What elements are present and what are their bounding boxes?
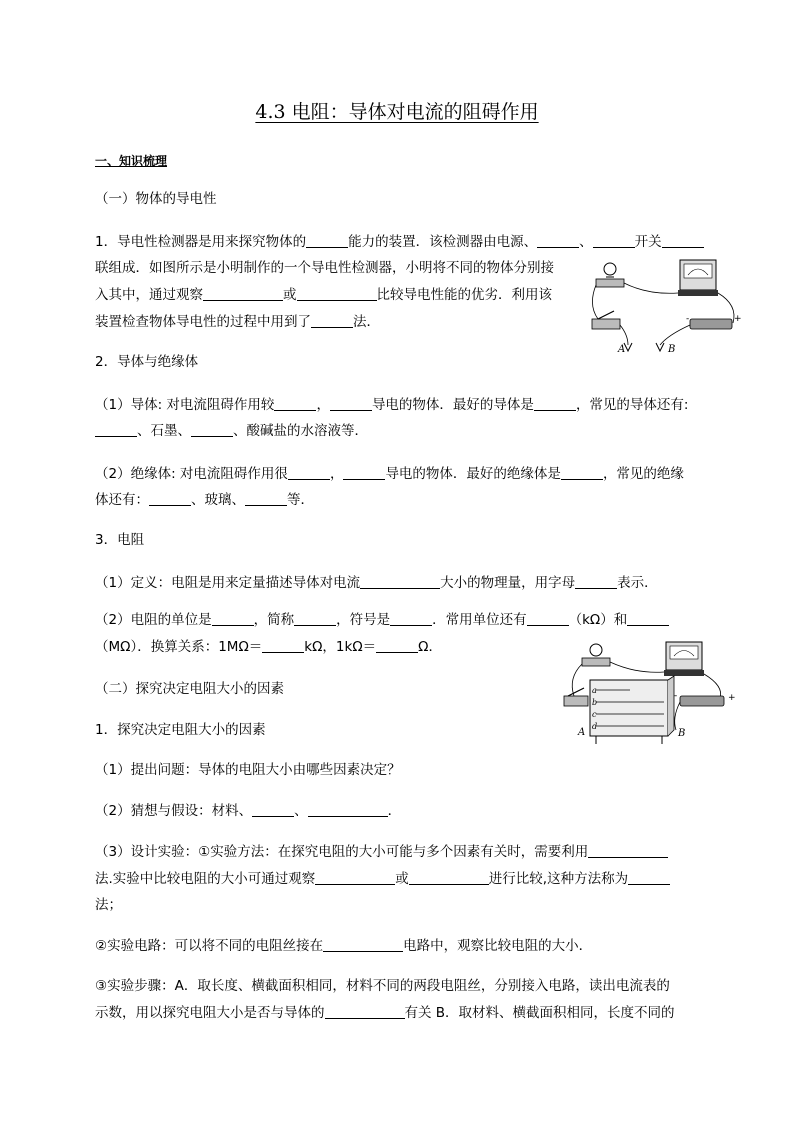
conductivity-tester-figure bbox=[588, 255, 748, 360]
blank[interactable] bbox=[95, 422, 137, 437]
q1-line3: 入其中，通过观察 或 比较导电性能的优劣．利用该 bbox=[95, 287, 552, 303]
blank[interactable] bbox=[306, 233, 348, 248]
blank[interactable] bbox=[323, 937, 403, 952]
blank[interactable] bbox=[262, 638, 304, 653]
page-title: 4.3 电阻：导体对电流的阻碍作用 bbox=[255, 101, 539, 123]
heading-conductor-insulator: 2．导体与绝缘体 bbox=[95, 354, 199, 370]
blank[interactable] bbox=[330, 396, 372, 411]
blank[interactable] bbox=[534, 396, 576, 411]
battery-icon bbox=[686, 314, 742, 329]
q1-line4: 装置检查物体导电性的过程中用到了 法． bbox=[95, 314, 380, 330]
blank[interactable] bbox=[294, 611, 336, 626]
heading-conductivity: （一）物体的导电性 bbox=[95, 191, 217, 207]
ammeter-icon bbox=[678, 260, 718, 296]
heading-explore: 1．探究决定电阻大小的因素 bbox=[95, 722, 266, 738]
steps-line2: 示数，用以探究电阻大小是否与导体的 有关 B．取材料、横截面积相同，长度不同的 bbox=[95, 1005, 675, 1021]
insulator-line2: 体还有： 、玻璃、 等． bbox=[95, 492, 314, 508]
blank[interactable] bbox=[297, 286, 377, 301]
blank[interactable] bbox=[308, 802, 388, 817]
blank[interactable] bbox=[274, 396, 316, 411]
bulb-icon bbox=[596, 263, 624, 287]
blank[interactable] bbox=[593, 233, 635, 248]
blank[interactable] bbox=[588, 843, 668, 858]
blank[interactable] bbox=[191, 422, 233, 437]
blank[interactable] bbox=[627, 611, 669, 626]
minus-label: - bbox=[674, 691, 678, 701]
clip-label-a: A bbox=[578, 727, 586, 738]
bulb-icon bbox=[582, 644, 610, 666]
blank[interactable] bbox=[575, 574, 617, 589]
clip-label-b: B bbox=[668, 344, 676, 355]
conductor-line1: （1）导体: 对电流阻碍作用较 ， 导电的物体．最好的导体是 ，常见的导体还有: bbox=[95, 397, 689, 413]
q1-line1: 1．导电性检测器是用来探究物体的 能力的装置．该检测器由电源、 、 开关 bbox=[95, 232, 704, 252]
blank[interactable] bbox=[390, 611, 432, 626]
blank[interactable] bbox=[527, 611, 569, 626]
circuit-line: ②实验电路：可以将不同的电阻丝接在 电路中，观察比较电阻的大小． bbox=[95, 938, 593, 954]
resistance-wire-board bbox=[590, 676, 674, 744]
design-line3: 法； bbox=[95, 897, 122, 913]
wire-label-b: b bbox=[592, 698, 598, 707]
design-line1: （3）设计实验：①实验方法：在探究电阻的大小可能与多个因素有关时，需要利用 bbox=[95, 842, 668, 862]
blank[interactable] bbox=[149, 491, 191, 506]
clip-label-a: A bbox=[618, 344, 626, 355]
switch-icon bbox=[592, 311, 620, 329]
blank[interactable] bbox=[325, 1004, 405, 1019]
plus-label: + bbox=[728, 693, 736, 703]
blank[interactable] bbox=[409, 870, 489, 885]
clip-label-b: B bbox=[678, 728, 686, 739]
unit-line2: （MΩ）．换算关系：1MΩ＝ kΩ，1kΩ＝ Ω． bbox=[95, 639, 442, 655]
blank[interactable] bbox=[662, 233, 704, 248]
design-line2: 法.实验中比较电阻的大小可通过观察 或 进行比较,这种方法称为 bbox=[95, 869, 670, 889]
steps-line1: ③实验步骤：A．取长度、横截面积相同，材料不同的两段电阻丝，分别接入电路，读出电流表的 bbox=[95, 978, 670, 994]
ammeter-icon bbox=[664, 642, 704, 676]
definition-line: （1）定义：电阻是用来定量描述导体对电流 大小的物理量，用字母 表示． bbox=[95, 575, 658, 591]
blank[interactable] bbox=[203, 286, 283, 301]
wire-label-d: d bbox=[592, 722, 598, 731]
wire-label-a: a bbox=[592, 686, 597, 695]
q1-line2: 联组成．如图所示是小明制作的一个导电性检测器，小明将不同的物体分别接 bbox=[95, 260, 554, 276]
question-line: （1）提出问题：导体的电阻大小由哪些因素决定？ bbox=[95, 762, 401, 778]
blank[interactable] bbox=[537, 233, 579, 248]
conductor-line2: 、石墨、 、酸碱盐的水溶液等． bbox=[95, 421, 368, 441]
blank[interactable] bbox=[343, 465, 385, 480]
switch-icon bbox=[564, 688, 588, 706]
minus-label: - bbox=[686, 314, 690, 324]
blank[interactable] bbox=[628, 870, 670, 885]
battery-icon bbox=[674, 691, 736, 706]
blank[interactable] bbox=[315, 870, 395, 885]
blank[interactable] bbox=[360, 574, 440, 589]
blank[interactable] bbox=[245, 491, 287, 506]
blank[interactable] bbox=[252, 802, 294, 817]
blank[interactable] bbox=[212, 611, 254, 626]
blank[interactable] bbox=[311, 313, 353, 328]
blank[interactable] bbox=[376, 638, 418, 653]
insulator-line1: （2）绝缘体: 对电流阻碍作用很 ， 导电的物体．最好的绝缘体是 ，常见的绝缘 bbox=[95, 466, 684, 482]
blank[interactable] bbox=[561, 465, 603, 480]
plus-label: + bbox=[734, 314, 742, 324]
wire-label-c: c bbox=[592, 710, 597, 719]
unit-line1: （2）电阻的单位是 ，简称 ，符号是 ．常用单位还有 （kΩ）和 bbox=[95, 610, 669, 630]
resistance-board-figure bbox=[556, 638, 752, 750]
heading-factors: （二）探究决定电阻大小的因素 bbox=[95, 681, 284, 697]
section-heading: 一、知识梳理 bbox=[95, 154, 168, 168]
hypothesis-line: （2）猜想与假设：材料、 、 ． bbox=[95, 803, 402, 819]
blank[interactable] bbox=[288, 465, 330, 480]
heading-resistance: 3．电阻 bbox=[95, 532, 145, 548]
